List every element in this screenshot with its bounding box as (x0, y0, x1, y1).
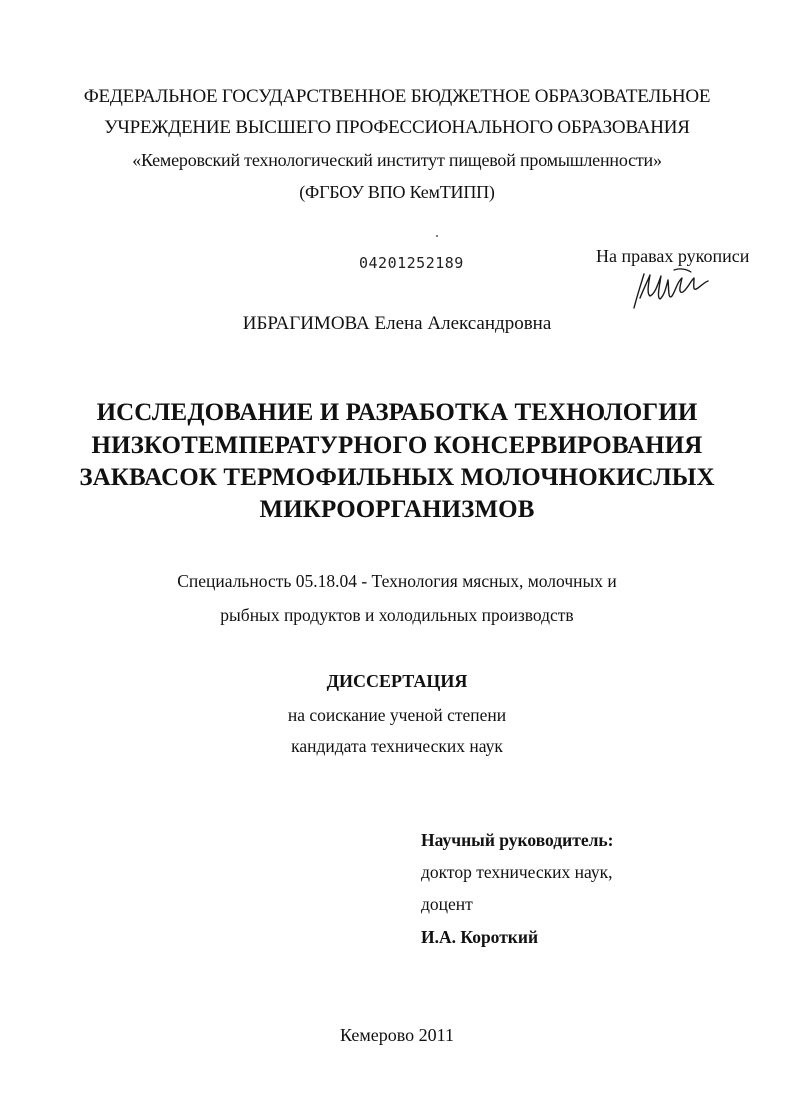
title-line-4: МИКРООРГАНИЗМОВ (259, 496, 535, 523)
signature-image (628, 266, 710, 312)
specialty-line-1: Специальность 05.18.04 - Технология мясных, молочных и (177, 571, 617, 591)
institution-line-1: ФЕДЕРАЛЬНОЕ ГОСУДАРСТВЕННОЕ БЮДЖЕТНОЕ ОБРАЗОВАТЕЛЬНОЕ (83, 86, 711, 107)
degree-line-1: на соискание ученой степени (287, 705, 507, 725)
specialty-line-2: рыбных продуктов и холодильных производств (220, 605, 574, 625)
title-line-3: ЗАКВАСОК ТЕРМОФИЛЬНЫХ МОЛОЧНОКИСЛЫХ (79, 464, 715, 491)
supervisor-degree: доктор технических наук, (421, 862, 613, 882)
supervisor-heading: Научный руководитель: (421, 830, 614, 850)
title-line-2: НИЗКОТЕМПЕРАТУРНОГО КОНСЕРВИРОВАНИЯ (91, 432, 703, 459)
degree-line-2: кандидата технических наук (291, 736, 503, 756)
author-name: ИБРАГИМОВА Елена Александровна (242, 313, 552, 334)
institution-abbreviation: (ФГБОУ ВПО КемТИПП) (299, 182, 495, 202)
scan-speck (436, 235, 438, 237)
document-code: 04201252189 (359, 254, 464, 272)
institution-name: «Кемеровский технологический институт пищевой промышленности» (132, 150, 662, 170)
manuscript-rights-label: На правах рукописи (596, 246, 750, 266)
supervisor-name: И.А. Короткий (421, 927, 539, 947)
supervisor-rank: доцент (421, 894, 473, 914)
institution-line-2: УЧРЕЖДЕНИЕ ВЫСШЕГО ПРОФЕССИОНАЛЬНОГО ОБРАЗОВАНИЯ (104, 117, 690, 138)
dissertation-heading: ДИССЕРТАЦИЯ (326, 671, 468, 691)
city-year: Кемерово 2011 (340, 1025, 454, 1045)
title-line-1: ИССЛЕДОВАНИЕ И РАЗРАБОТКА ТЕХНОЛОГИИ (96, 399, 698, 426)
